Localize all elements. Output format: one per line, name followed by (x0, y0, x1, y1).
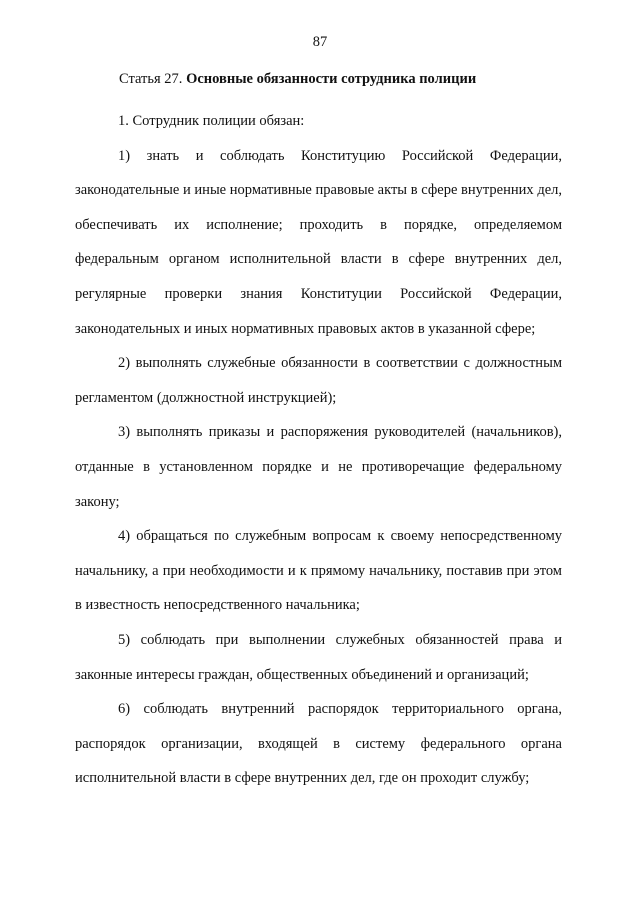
paragraph-item-2: 2) выполнять служебные обязанности в соответствии с должностным регламентом (должностной инструкцией); (75, 355, 562, 406)
paragraph-item-4: 4) обращаться по служебным вопросам к своему непосредственному начальнику, а при необходимости и к прямому начальнику, поставив при этом в известность непосредственного начальника; (75, 528, 562, 614)
paragraph-item-1: 1) знать и соблюдать Конституцию Российской Федерации, законодательные и иные нормативные правовые акты в сфере внутренних дел, обеспечивать их исполнение; проходить в порядке, определяемом федеральным органом исполнительной власти в сфере внутренних дел, регулярные проверки знания Конституции Российской Федерации, законодательных и иных нормативных правовых актов в указанной сфере; (75, 147, 562, 337)
paragraph-item-5: 5) соблюдать при выполнении служебных обязанностей права и законные интересы граждан, общественных объединений и организаций; (75, 631, 562, 683)
article-body (75, 104, 562, 796)
page-number: 87 (312, 34, 328, 50)
article-prefix: Статья 27. (119, 71, 183, 87)
article-heading (119, 71, 589, 88)
paragraph-item-3: 3) выполнять приказы и распоряжения руководителей (начальников), отданные в установленном порядке и не противоречащие федеральному закону; (75, 424, 562, 510)
paragraph-intro: 1. Сотрудник полиции обязан: (118, 113, 305, 129)
article-title: Основные обязанности сотрудника полиции (186, 71, 477, 87)
paragraph-item-6: 6) соблюдать внутренний распорядок территориального органа, распорядок организации, входящей в систему федерального органа исполнительной власти в сфере внутренних дел, где он проходит службу; (75, 701, 562, 787)
